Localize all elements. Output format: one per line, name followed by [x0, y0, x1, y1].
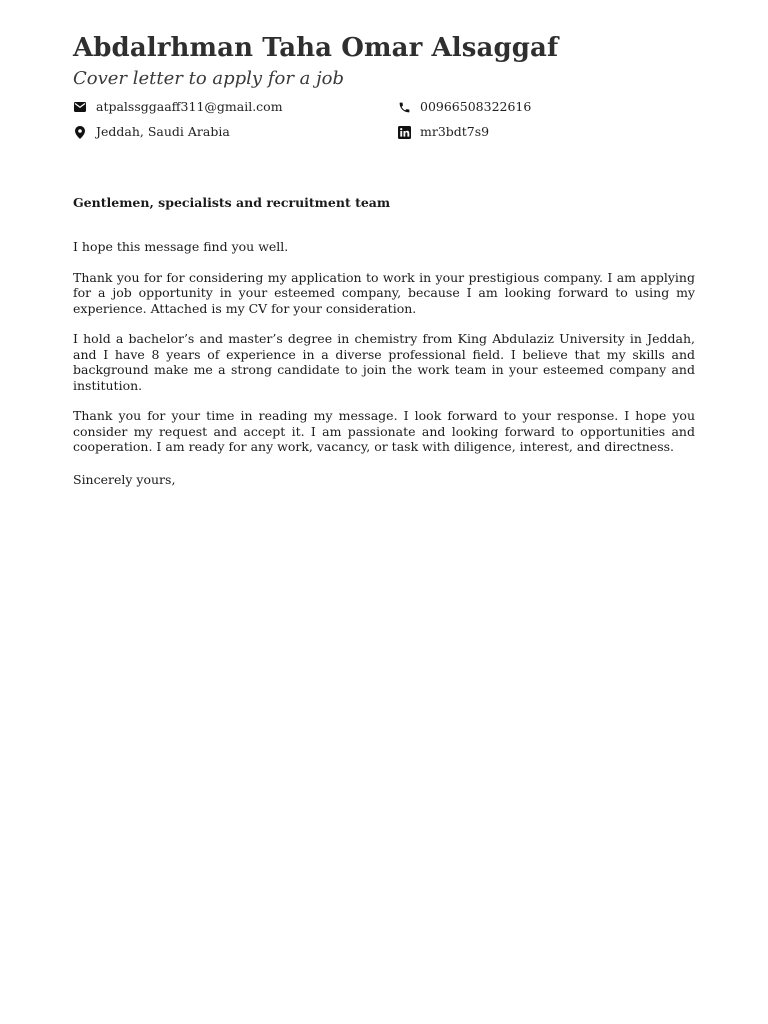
email-text: atpalssggaaff311@gmail.com — [96, 99, 283, 114]
closing-line: Sincerely yours, — [73, 472, 176, 487]
salutation: Gentlemen, specialists and recruitment team — [73, 195, 391, 210]
contact-linkedin[interactable] — [397, 123, 695, 141]
contact-location — [73, 123, 397, 141]
letter-paragraph: Thank you for for considering my application to work in your prestigious company. I am applying for a job opportunity in your esteemed company, because I am looking forward to using my experience. Attached is my CV for your consideration. — [73, 269, 695, 316]
cover-letter-page — [73, 30, 695, 487]
document-subtitle: Cover letter to apply for a job — [73, 68, 345, 89]
letter-paragraph: I hope this message find you well. — [73, 239, 289, 254]
letter-body — [73, 239, 695, 470]
contact-info — [73, 98, 695, 141]
linkedin-text: mr3bdt7s9 — [420, 124, 490, 139]
letter-paragraph: Thank you for your time in reading my message. I look forward to your response. I hope you consider my request and accept it. I am passionate and looking forward to opportunities and cooperation. I am ready for any work, vacancy, or task with diligence, interest, and directness. — [73, 408, 695, 454]
location-text: Jeddah, Saudi Arabia — [96, 124, 230, 139]
email-icon — [73, 100, 87, 114]
applicant-name: Abdalrhman Taha Omar Alsaggaf — [73, 33, 559, 63]
letter-paragraph: I hold a bachelor’s and master’s degree in chemistry from King Abdulaziz University in Jeddah, and I have 8 years of experience in a diverse professional field. I believe that my skills and background make me a strong candidate to join the work team in your esteemed company and institution. — [73, 331, 695, 393]
contact-email[interactable] — [73, 98, 397, 116]
phone-icon — [397, 100, 411, 114]
location-pin-icon — [73, 125, 87, 139]
linkedin-icon — [397, 125, 411, 139]
phone-text: 00966508322616 — [420, 99, 532, 114]
contact-phone[interactable] — [397, 98, 695, 116]
